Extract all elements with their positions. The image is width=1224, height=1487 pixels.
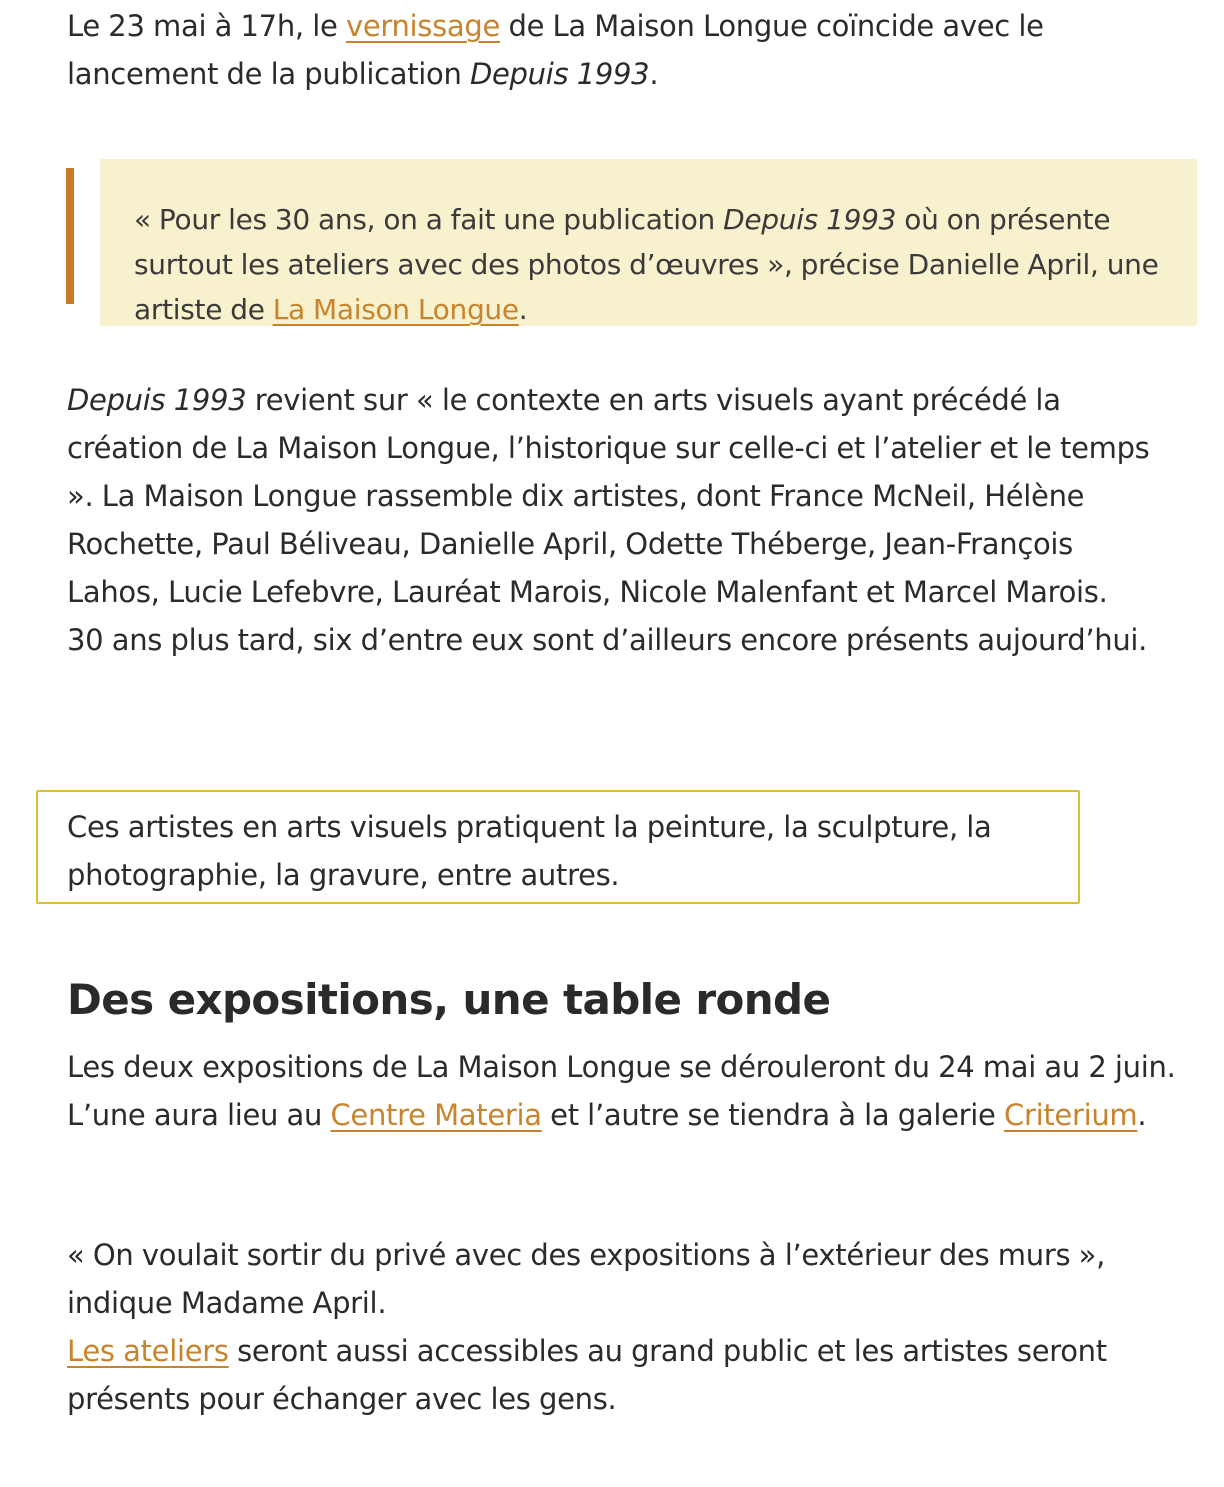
centre-materia-link[interactable]: Centre Materia <box>330 1098 542 1132</box>
intro-text-start: Le 23 mai à 17h, le <box>67 9 346 43</box>
highlight-text: Ces artistes en arts visuels pratiquent la peinture, la sculpture, la photographie, la gravure, entre autres. <box>67 810 992 892</box>
blockquote-accent-bar <box>66 168 74 304</box>
les-ateliers-link[interactable]: Les ateliers <box>67 1334 229 1368</box>
description-text-2: 30 ans plus tard, six d’entre eux sont d’ailleurs encore présents aujourd’hui. <box>67 623 1148 657</box>
blockquote-part-2: où on présente surtout les ateliers avec des photos d’œuvres », précise Danielle April, une artiste de <box>134 203 1159 326</box>
description-paragraph <box>67 376 1157 664</box>
vernissage-link[interactable]: vernissage <box>345 9 501 43</box>
expositions-text-1: Les deux expositions de La Maison Longue se dérouleront du 24 mai au 2 juin. L’une aura lieu au <box>67 1050 1176 1132</box>
description-text-1: revient sur « le contexte en arts visuels ayant précédé la création de La Maison Longue, l’historique sur celle-ci et l’atelier et le temps ». La Maison Longue rassemble dix artistes, dont France McNeil, Hélène Rochette, Paul Béliveau, Danielle April, Odette Théberge, Jean-François Lahos, Lucie Lefebvre, Lauréat Marois, Nicole Malenfant et Marcel Marois. <box>67 383 1150 609</box>
la-maison-longue-link[interactable]: La Maison Longue <box>272 293 519 326</box>
blockquote-publication-title: Depuis 1993 <box>723 203 897 236</box>
intro-text-middle: de La Maison Longue coïncide avec le lancement de la publication <box>67 9 1044 91</box>
blockquote-part-1: « Pour les 30 ans, on a fait une publication <box>134 203 724 236</box>
intro-paragraph <box>67 2 1177 98</box>
section-heading: Des expositions, une table ronde <box>67 975 831 1024</box>
april-quote-text: « On voulait sortir du privé avec des expositions à l’extérieur des murs », indique Madame April. <box>67 1238 1106 1320</box>
intro-text-end: . <box>649 57 659 91</box>
april-quote-paragraph <box>67 1231 1177 1423</box>
description-publication-title: Depuis 1993 <box>67 383 247 417</box>
expositions-end: . <box>1137 1098 1147 1132</box>
publication-title: Depuis 1993 <box>469 57 650 91</box>
criterium-link[interactable]: Criterium <box>1004 1098 1138 1132</box>
ateliers-text: seront aussi accessibles au grand public et les artistes seront présents pour échanger avec les gens. <box>67 1334 1107 1416</box>
blockquote-text <box>134 197 1189 332</box>
expositions-paragraph <box>67 1043 1177 1139</box>
expositions-text-2: et l’autre se tiendra à la galerie <box>541 1098 1005 1132</box>
blockquote-end: . <box>518 293 528 326</box>
